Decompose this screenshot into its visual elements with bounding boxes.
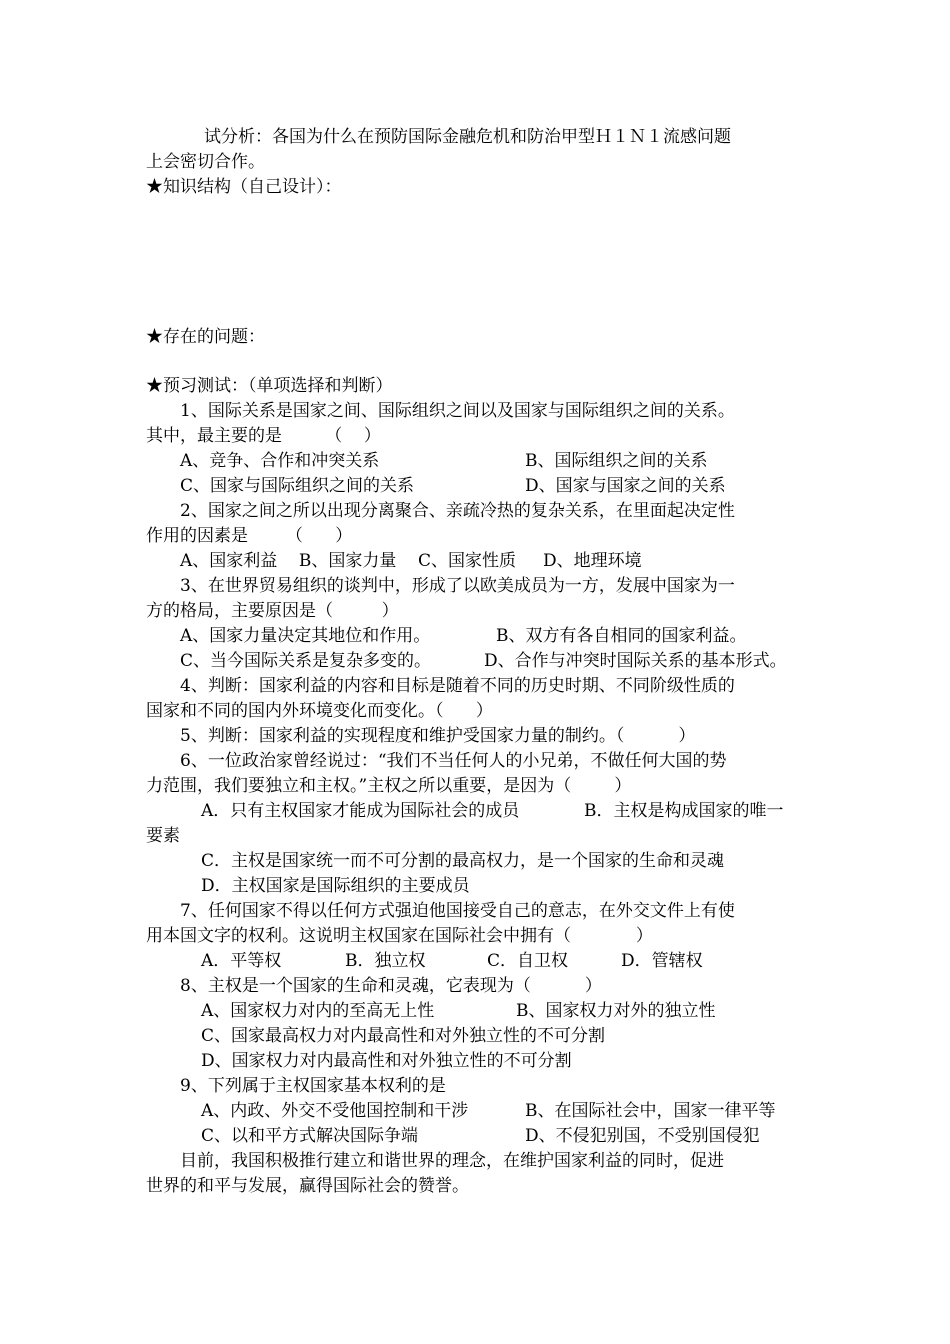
question-4-stem-line-1: 4、判断：国家利益的内容和目标是随着不同的历史时期、不同阶级性质的 bbox=[180, 676, 735, 696]
question-9-option-c: C、以和平方式解决国际争端 bbox=[201, 1126, 419, 1146]
question-1-option-d: D、国家与国家之间的关系 bbox=[525, 476, 726, 496]
question-7-stem-line-1: 7、任何国家不得以任何方式强迫他国接受自己的意志，在外交文件上有使 bbox=[180, 901, 735, 921]
question-3-stem-line-1: 3、在世界贸易组织的谈判中，形成了以欧美成员为一方，发展中国家为一 bbox=[180, 576, 735, 596]
question-7-stem-line-2: 用本国文字的权利。这说明主权国家在国际社会中拥有（ ） bbox=[146, 926, 653, 946]
closing-paragraph-line-1: 目前，我国积极推行建立和谐世界的理念，在维护国家利益的同时，促进 bbox=[180, 1151, 724, 1171]
question-3-option-a: A、国家力量决定其地位和作用。 bbox=[180, 626, 431, 646]
question-9-option-a: A、内政、外交不受他国控制和干涉 bbox=[201, 1101, 469, 1121]
question-8-stem: 8、主权是一个国家的生命和灵魂，它表现为（ ） bbox=[180, 976, 602, 996]
question-7-option-b: B．独立权 bbox=[345, 951, 426, 971]
question-3-option-c: C、当今国际关系是复杂多变的。 bbox=[180, 651, 432, 671]
question-7-option-a: A．平等权 bbox=[201, 951, 282, 971]
preview-test-heading: ★预习测试：（单项选择和判断） bbox=[146, 376, 393, 396]
question-2-stem-line-1: 2、国家之间之所以出现分离聚合、亲疏冷热的复杂关系，在里面起决定性 bbox=[180, 501, 735, 521]
question-6-option-c: C．主权是国家统一而不可分割的最高权力，是一个国家的生命和灵魂 bbox=[201, 851, 725, 871]
question-6-option-a: A．只有主权国家才能成为国际社会的成员 bbox=[201, 801, 520, 821]
question-6-option-d: D．主权国家是国际组织的主要成员 bbox=[201, 876, 470, 896]
question-2-stem-line-2: 作用的因素是 （ ） bbox=[146, 526, 353, 546]
question-8-option-d: D、国家权力对内最高性和对外独立性的不可分割 bbox=[201, 1051, 572, 1071]
analysis-question-line-2: 上会密切合作。 bbox=[146, 152, 265, 172]
question-8-option-c: C、国家最高权力对内最高性和对外独立性的不可分割 bbox=[201, 1026, 606, 1046]
question-3-stem-line-2: 方的格局，主要原因是（ ） bbox=[146, 601, 399, 621]
question-6-stem-line-1: 6、一位政治家曾经说过：“我们不当任何人的小兄弟，不做任何大国的势 bbox=[180, 751, 727, 771]
question-9-stem: 9、下列属于主权国家基本权利的是 bbox=[180, 1076, 446, 1096]
question-1-stem-line-2: 其中，最主要的是 （ ） bbox=[146, 426, 381, 446]
question-1-option-c: C、国家与国际组织之间的关系 bbox=[180, 476, 415, 496]
question-9-option-b: B、在国际社会中，国家一律平等 bbox=[525, 1101, 776, 1121]
closing-paragraph-line-2: 世界的和平与发展，赢得国际社会的赞誉。 bbox=[146, 1176, 469, 1196]
question-9-option-d: D、不侵犯别国，不受别国侵犯 bbox=[525, 1126, 760, 1146]
question-2-options: A、国家利益 B、国家力量 C、国家性质 D、地理环境 bbox=[180, 551, 642, 571]
question-8-option-a: A、国家权力对内的至高无上性 bbox=[201, 1001, 435, 1021]
question-1-stem-line-1: 1、国际关系是国家之间、国际组织之间以及国家与国际组织之间的关系。 bbox=[180, 401, 735, 421]
question-7-option-c: C．自卫权 bbox=[487, 951, 569, 971]
question-6-option-b: B．主权是构成国家的唯一 bbox=[584, 801, 784, 821]
question-6-stem-line-2: 力范围，我们要独立和主权。”主权之所以重要，是因为（ ） bbox=[146, 776, 632, 796]
question-1-option-a: A、竞争、合作和冲突关系 bbox=[180, 451, 380, 471]
question-8-option-b: B、国家权力对外的独立性 bbox=[516, 1001, 716, 1021]
question-5-stem: 5、判断：国家利益的实现程度和维护受国家力量的制约。（ ） bbox=[180, 726, 696, 746]
question-3-option-d: D、合作与冲突时国际关系的基本形式。 bbox=[484, 651, 787, 671]
question-7-option-d: D．管辖权 bbox=[621, 951, 703, 971]
question-6-option-b-continued: 要素 bbox=[146, 826, 180, 846]
question-1-option-b: B、国际组织之间的关系 bbox=[525, 451, 708, 471]
question-3-option-b: B、双方有各自相同的国家利益。 bbox=[496, 626, 747, 646]
question-4-stem-line-2: 国家和不同的国内外环境变化而变化。（ ） bbox=[146, 701, 493, 721]
knowledge-structure-heading: ★知识结构（自己设计）： bbox=[146, 177, 342, 197]
problems-heading: ★存在的问题： bbox=[146, 327, 265, 347]
analysis-question-line-1: 试分析：各国为什么在预防国际金融危机和防治甲型Ｈ１Ｎ１流感问题 bbox=[204, 127, 731, 147]
